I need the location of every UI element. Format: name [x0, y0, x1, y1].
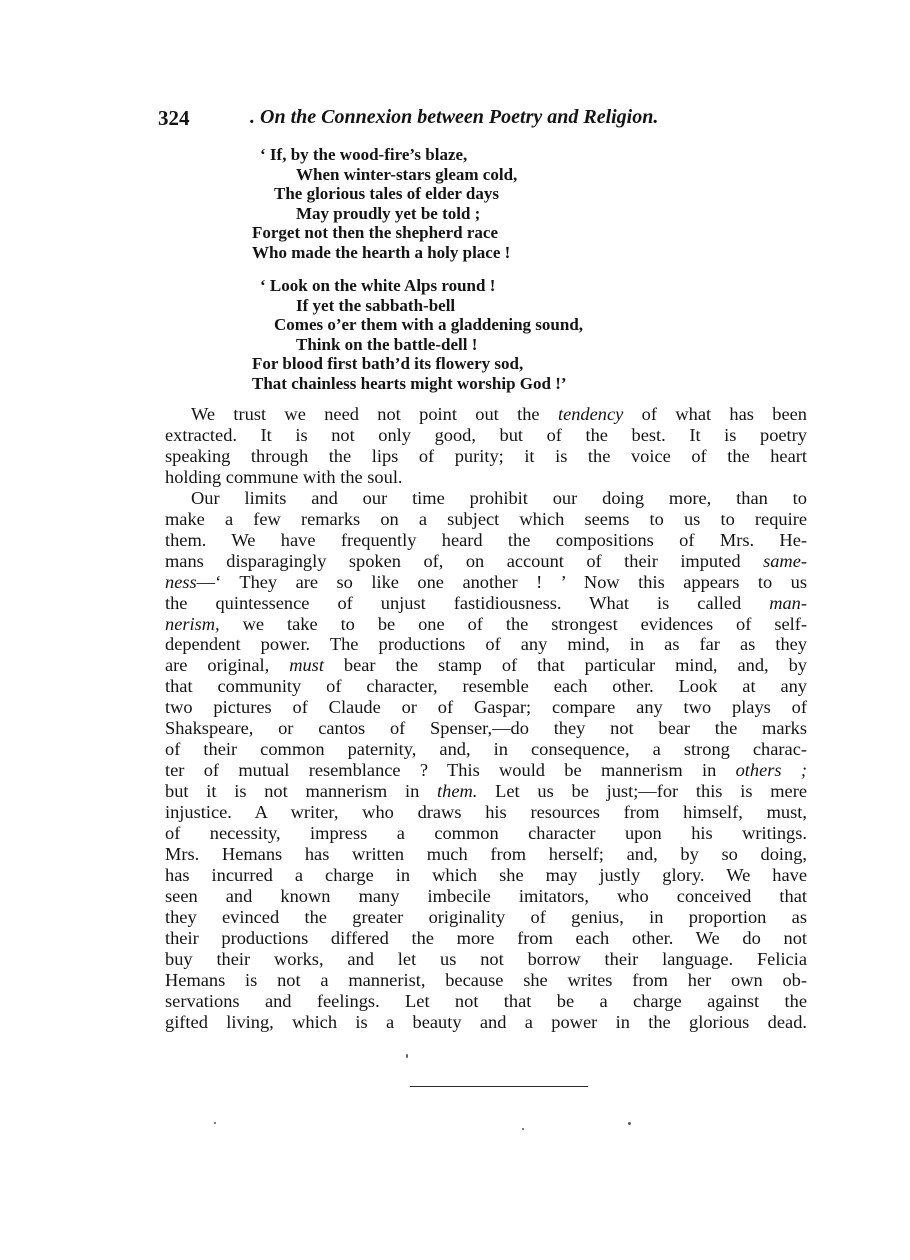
poem-line: If yet the sabbath-bell — [296, 295, 456, 315]
section-divider — [410, 1086, 588, 1087]
poem-stanza-1 — [252, 145, 712, 263]
text-line: buy their works, and let us not borrow their language. Felicia — [165, 948, 807, 969]
text-line: seen and known many imbecile imitators, who conceived that — [165, 885, 807, 906]
text-line: gifted living, which is a beauty and a power in the glorious dead. — [165, 1011, 807, 1032]
poem-line: For blood first bath’d its flowery sod, — [252, 354, 524, 374]
poem-line: May proudly yet be told ; — [296, 203, 481, 223]
ink-speck — [522, 1128, 524, 1130]
text-line: two pictures of Claude or of Gaspar; compare any two plays of — [165, 697, 807, 718]
poem-line: When winter-stars gleam cold, — [296, 164, 518, 184]
text-line: Hemans is not a mannerist, because she writes from her own ob- — [165, 969, 807, 990]
text-line: dependent power. The productions of any mind, in as far as they — [165, 634, 807, 655]
text-line: ness—‘ They are so like one another ! ’ Now this appears to us — [165, 571, 807, 592]
poem-line: ‘ Look on the white Alps round ! — [260, 276, 496, 295]
poem-line: Forget not then the shepherd race — [252, 223, 498, 243]
review-text — [165, 404, 807, 1033]
poem-line: Think on the battle-dell ! — [296, 334, 478, 354]
ink-speck — [214, 1122, 216, 1124]
poem-line: Who made the hearth a holy place ! — [252, 242, 511, 262]
text-line: their productions differed the more from each other. We do not — [165, 927, 807, 948]
text-line: mans disparagingly spoken of, on account of their imputed same- — [165, 550, 807, 571]
text-line: has incurred a charge in which she may justly glory. We have — [165, 864, 807, 885]
text-line: but it is not mannerism in them. Let us be just;—for this is mere — [165, 781, 807, 802]
poem-stanza-2 — [252, 276, 712, 394]
text-line: Shakspeare, or cantos of Spenser,—do they not bear the marks — [165, 718, 807, 739]
page-number: 324 — [158, 106, 190, 130]
text-line: are original, must bear the stamp of that particular mind, and, by — [165, 655, 807, 676]
poem-line: That chainless hearts might worship God !’ — [252, 373, 567, 393]
poem-line: The glorious tales of elder days — [274, 184, 499, 204]
text-line: that community of character, resemble each other. Look at any — [165, 676, 807, 697]
text-line: nerism, we take to be one of the strongest evidences of self- — [165, 613, 807, 634]
text-line: of their common paternity, and, in consequence, a strong charac- — [165, 739, 807, 760]
text-line: extracted. It is not only good, but of the best. It is poetry — [165, 424, 807, 445]
ink-speck — [406, 1054, 408, 1058]
text-line: the quintessence of unjust fastidiousness. What is called man- — [165, 592, 807, 613]
poem-line: Comes o’er them with a gladdening sound, — [274, 315, 584, 335]
text-line: of necessity, impress a common character upon his writings. — [165, 823, 807, 844]
text-line: servations and feelings. Let not that be a charge against the — [165, 990, 807, 1011]
text-line: make a few remarks on a subject which seems to us to require — [165, 508, 807, 529]
text-line: We trust we need not point out the tendency of what has been — [191, 404, 808, 424]
poem-line: ‘ If, by the wood-fire’s blaze, — [260, 145, 468, 164]
text-line: speaking through the lips of purity; it is the voice of the heart — [165, 445, 807, 466]
running-head — [158, 106, 718, 136]
running-title: . On the Connexion between Poetry and Religion. — [250, 106, 659, 128]
text-line: Mrs. Hemans has written much from herself; and, by so doing, — [165, 844, 807, 865]
text-line: holding commune with the soul. — [165, 466, 403, 487]
text-line: them. We have frequently heard the compositions of Mrs. He- — [165, 529, 807, 550]
text-line: ter of mutual resemblance ? This would be mannerism in others ; — [165, 760, 807, 781]
text-line: injustice. A writer, who draws his resources from himself, must, — [165, 802, 807, 823]
ink-speck — [628, 1122, 631, 1125]
text-line: Our limits and our time prohibit our doing more, than to — [191, 487, 807, 508]
text-line: they evinced the greater originality of genius, in proportion as — [165, 906, 807, 927]
